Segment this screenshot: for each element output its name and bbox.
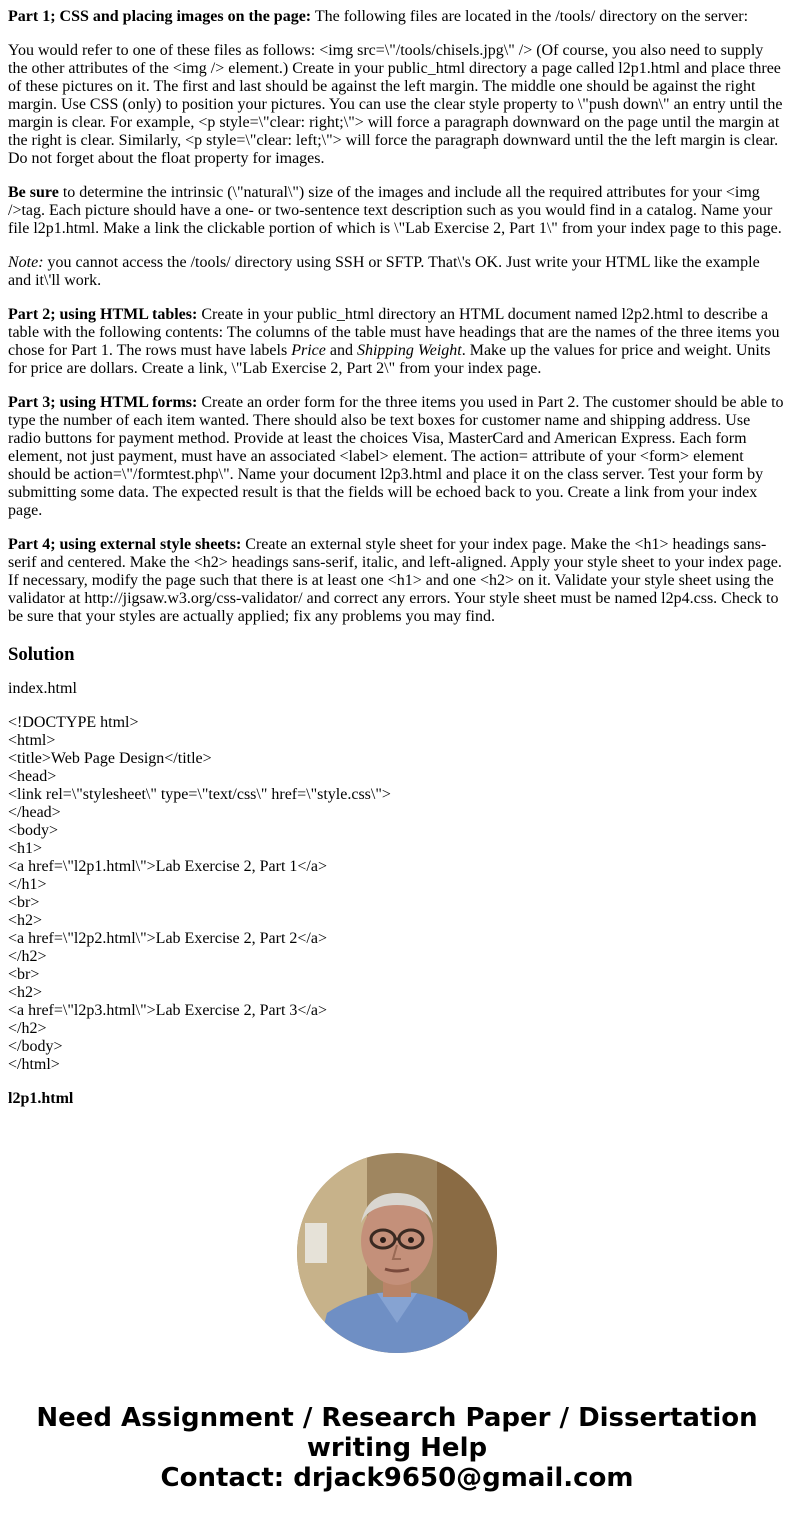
promo-contact: Contact: drjack9650@gmail.com xyxy=(160,1463,634,1493)
be-sure-lead: Be sure xyxy=(8,184,59,201)
code-line: <h1> xyxy=(8,840,43,857)
part2-heading: Part 2; using HTML tables: xyxy=(8,306,198,323)
document-body xyxy=(0,8,794,1108)
code-line: </h2> xyxy=(8,1020,47,1037)
code-line: <body> xyxy=(8,822,59,839)
code-line: <br> xyxy=(8,894,40,911)
part1-be-sure xyxy=(8,184,786,238)
portrait-image xyxy=(297,1153,497,1353)
shipping-weight-label: Shipping Weight xyxy=(356,342,462,359)
l2p1-filename xyxy=(8,1090,786,1108)
part1-body: You would refer to one of these files as follows: <img src=\"/tools/chisels.jpg\" /> (Of course, you also need to supply the other attributes of the <img /> element.) Create in your public_html directory a page called l2p1.html and place three of these pictures on it. The first and last should be against the left margin. The middle one should be against the right margin. Use CSS (only) to position your pictures. You can use the clear style property to \"push down\" an entry until the margin is clear. For example, <p style=\"clear: right;\"> will force a paragraph downward on the page until the margin at the right is clear. Similarly, <p style=\"clear: left;\"> will force the paragraph downward until the the left margin is clear. Do not forget about the float property for images. xyxy=(8,42,783,167)
l2p1-filename-text: l2p1.html xyxy=(8,1090,74,1107)
solution-heading: Solution xyxy=(8,644,75,665)
price-label: Price xyxy=(291,342,326,359)
code-line: </h2> xyxy=(8,948,47,965)
code-line: <h2> xyxy=(8,984,43,1001)
part4-paragraph xyxy=(8,536,786,626)
part4-heading: Part 4; using external style sheets: xyxy=(8,536,242,553)
part3-heading: Part 3; using HTML forms: xyxy=(8,394,198,411)
code-line: </html> xyxy=(8,1056,60,1073)
code-line: </head> xyxy=(8,804,61,821)
part4-text: Create an external style sheet for your index page. Make the <h1> headings sans-serif and centered. Make the <h2> headings sans-serif, italic, and left-aligned. Apply your style sheet to your index page. If necessary, modify the page such that there is at least one <h1> and one <h2> on it. Validate your style sheet using the validator at http://jigsaw.w3.org/css-validator/ and correct any errors. Your style sheet must be named l2p4.css. Check to be sure that your styles are actually applied; fix any problems you may find. xyxy=(8,536,782,625)
part1-intro xyxy=(8,8,786,26)
author-portrait xyxy=(297,1153,497,1353)
part3-paragraph xyxy=(8,394,786,520)
code-line: <!DOCTYPE html> xyxy=(8,714,139,731)
part3-text: Create an order form for the three items you used in Part 2. The customer should be able to type the number of each item wanted. There should also be text boxes for customer name and shipping address. Use radio buttons for payment method. Provide at least the choices Visa, MasterCard and American Express. Each form element, not just payment, must have an associated <label> element. The action= attribute of your <form> element should be action=\"/formtest.php\". Name your document l2p3.html and place it on the class server. Test your form by submitting some data. The expected result is that the fields will be echoed back to you. Create a link from your index page. xyxy=(8,394,784,519)
code-line: <title>Web Page Design</title> xyxy=(8,750,212,767)
note-lead: Note: xyxy=(8,254,44,271)
be-sure-text: to determine the intrinsic (\"natural\") size of the images and include all the required attributes for your <img />tag. Each picture should have a one- or two-sentence text description such as you would find in a catalog. Name your file l2p1.html. Make a link the clickable portion of which is \"Lab Exercise 2, Part 1\" from your index page to this page. xyxy=(8,184,782,237)
part2-and: and xyxy=(325,342,357,359)
code-line: </body> xyxy=(8,1038,63,1055)
part2-paragraph xyxy=(8,306,786,378)
code-line: <a href=\"l2p2.html\">Lab Exercise 2, Part 2</a> xyxy=(8,930,327,947)
part2-text-b: . Make up the values for price and weight. Units for price are dollars. Create a link, \"Lab Exercise 2, Part 2\" from your index page. xyxy=(8,342,771,377)
note-text: you cannot access the /tools/ directory using SSH or SFTP. That\'s OK. Just write your HTML like the example and it\'ll work. xyxy=(8,254,760,289)
part1-heading: Part 1; CSS and placing images on the page: xyxy=(8,8,312,25)
index-filename: index.html xyxy=(8,680,77,697)
code-line: <link rel=\"stylesheet\" type=\"text/css\" href=\"style.css\"> xyxy=(8,786,391,803)
promo-banner xyxy=(0,1403,794,1493)
code-line: <html> xyxy=(8,732,56,749)
index-code-block xyxy=(8,714,786,1074)
part2-text-a: Create in your public_html directory an HTML document named l2p2.html to describe a table with the following contents: The columns of the table must have headings that are the names of the three items you chose for Part 1. The rows must have labels xyxy=(8,306,780,359)
code-line: <h2> xyxy=(8,912,43,929)
code-line: <br> xyxy=(8,966,40,983)
promo-line-1: Need Assignment / Research Paper / Dissertation xyxy=(36,1403,758,1433)
code-line: <a href=\"l2p3.html\">Lab Exercise 2, Part 3</a> xyxy=(8,1002,327,1019)
part1-intro-text: The following files are located in the /tools/ directory on the server: xyxy=(311,8,749,25)
part1-note xyxy=(8,254,786,290)
code-line: <head> xyxy=(8,768,57,785)
code-line: <a href=\"l2p1.html\">Lab Exercise 2, Part 1</a> xyxy=(8,858,327,875)
code-line: </h1> xyxy=(8,876,47,893)
promo-line-2: writing Help xyxy=(306,1433,488,1463)
